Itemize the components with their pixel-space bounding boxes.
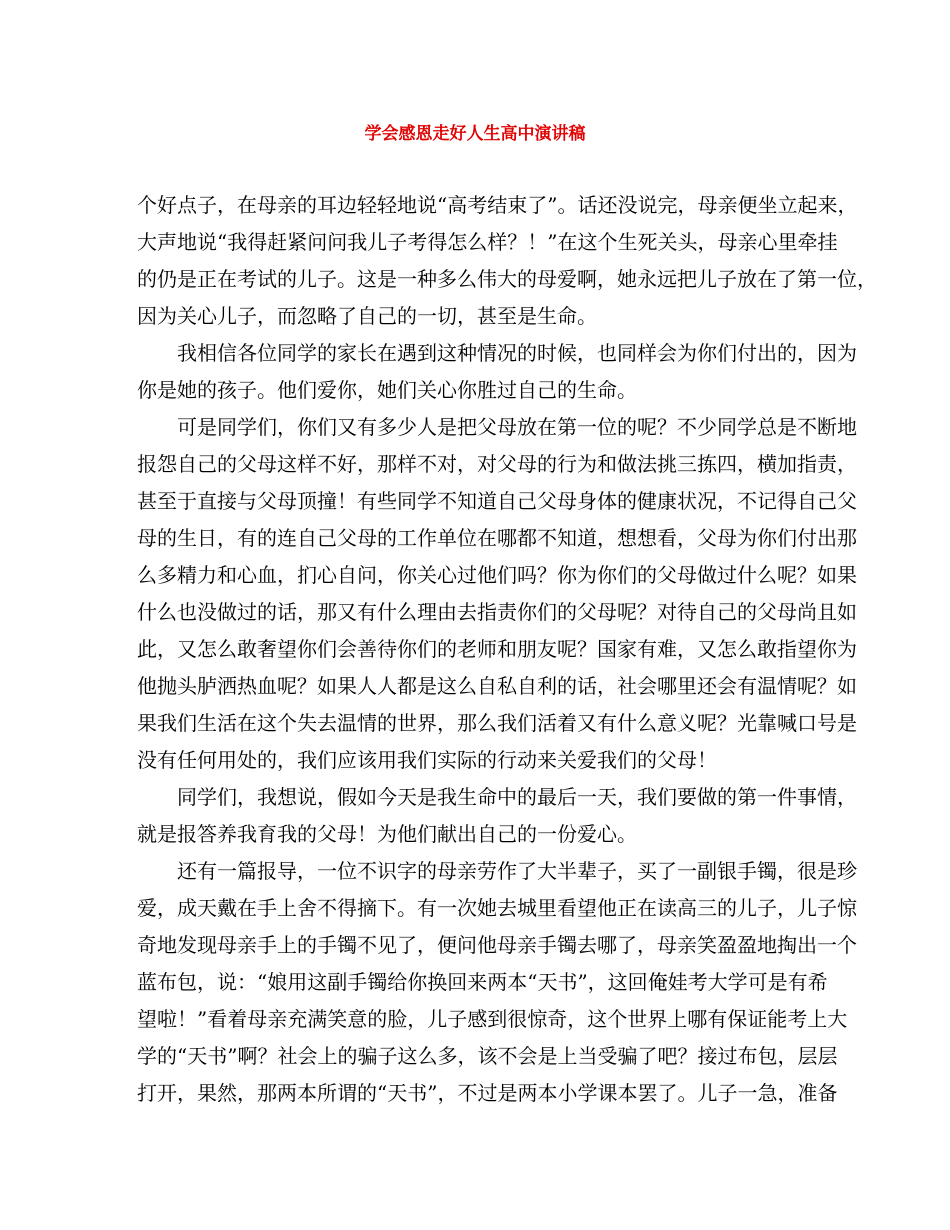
text-line: 奇地发现母亲手上的手镯不见了，便问他母亲手镯去哪了，母亲笑盈盈地掏出一个 [137,933,857,957]
document-body [137,187,877,1112]
text-line: 蓝布包，说：“娘用这副手镯给你换回来两本“天书”，这回俺娃考大学可是有希 [137,970,828,994]
text-line: 果我们生活在这个失去温情的世界，那么我们活着又有什么意义呢？光靠喊口号是 [137,711,857,735]
document-title: 学会感恩走好人生高中演讲稿 [364,124,586,144]
text-line: 报怨自己的父母这样不好，那样不对，对父母的行为和做法挑三拣四，横加指责， [137,452,857,476]
text-line: 就是报答养我育我的父母！为他们献出自己的一份爱心。 [137,822,637,846]
text-line: 打开，果然，那两本所谓的“天书”，不过是两本小学课本罢了。儿子一急，准备 [137,1081,838,1105]
text-line: 可是同学们，你们又有多少人是把父母放在第一位的呢？不少同学总是不断地 [177,415,857,439]
text-line: 没有任何用处的，我们应该用我们实际的行动来关爱我们的父母！ [137,748,717,772]
text-line: 个好点子，在母亲的耳边轻轻地说“高考结束了”。话还没说完，母亲便坐立起来， [137,193,858,217]
text-line: 什么也没做过的话，那又有什么理由去指责你们的父母呢？对待自己的父母尚且如 [137,600,857,624]
text-line: 我相信各位同学的家长在遇到这种情况的时候，也同样会为你们付出的，因为 [177,341,857,365]
text-line: 此，又怎么敢奢望你们会善待你们的老师和朋友呢？国家有难，又怎么敢指望你为 [137,637,857,661]
text-line: 学的“天书”啊？社会上的骗子这么多，该不会是上当受骗了吧？接过布包，层层 [137,1044,838,1068]
text-line: 甚至于直接与父母顶撞！有些同学不知道自己父母身体的健康状况，不记得自己父 [137,489,857,513]
text-line: 望啦！”看着母亲充满笑意的脸，儿子感到很惊奇，这个世界上哪有保证能考上大 [137,1007,848,1031]
text-line: 还有一篇报导，一位不识字的母亲劳作了大半辈子，买了一副银手镯，很是珍 [177,859,857,883]
text-line: 母的生日，有的连自己父母的工作单位在哪都不知道，想想看，父母为你们付出那 [137,526,857,550]
text-line: 么多精力和心血，扪心自问，你关心过他们吗？你为你们的父母做过什么呢？如果 [137,563,857,587]
text-line: 他抛头胪洒热血呢？如果人人都是这么自私自利的话，社会哪里还会有温情呢？如 [137,674,857,698]
text-line: 同学们，我想说，假如今天是我生命中的最后一天，我们要做的第一件事情， [177,785,857,809]
text-line: 的仍是正在考试的儿子。这是一种多么伟大的母爱啊，她永远把儿子放在了第一位， [137,267,877,291]
text-line: 你是她的孩子。他们爱你，她们关心你胜过自己的生命。 [137,378,637,402]
text-line: 大声地说“我得赶紧问问我儿子考得怎么样？！”在这个生死关头，母亲心里牵挂 [137,230,838,254]
text-line: 因为关心儿子，而忽略了自己的一切，甚至是生命。 [137,304,597,328]
text-line: 爱，成天戴在手上舍不得摘下。有一次她去城里看望他正在读高三的儿子，儿子惊 [137,896,857,920]
